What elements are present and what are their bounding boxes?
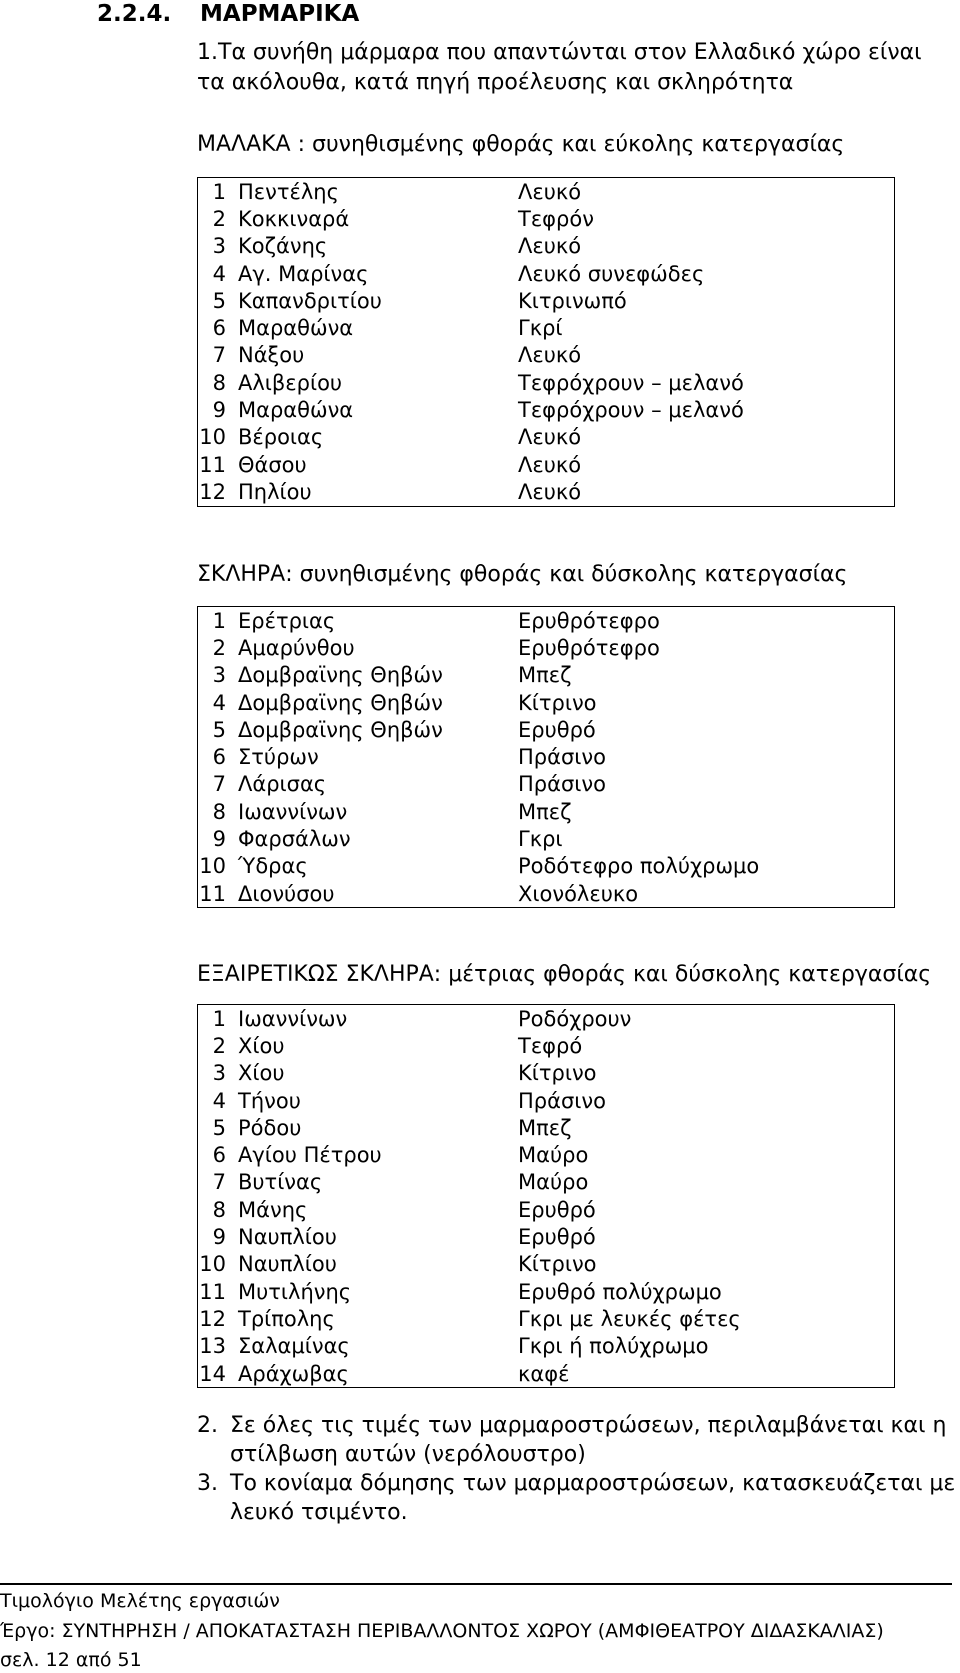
item1-line1: Τα συνήθη μάρμαρα που απαντώνται στον Ελλαδικό χώρο είναι	[218, 40, 922, 65]
footer-divider	[0, 1583, 952, 1585]
table-row	[198, 1305, 895, 1332]
marble-color: Γκρι	[518, 827, 563, 852]
quarry-location: Πηλίου	[238, 479, 312, 504]
table-row	[198, 260, 895, 287]
table-row	[198, 342, 895, 369]
quarry-location: Αγίου Πέτρου	[238, 1143, 382, 1168]
row-number: 1	[212, 179, 226, 204]
table-row	[198, 1141, 895, 1168]
table-row	[198, 451, 895, 478]
quarry-location: Πεντέλης	[238, 179, 339, 204]
marble-color: καφέ	[518, 1361, 570, 1386]
quarry-location: Διονύσου	[238, 881, 335, 906]
marble-color: Ερυθρότεφρο	[518, 635, 660, 660]
table-row	[198, 287, 895, 314]
table-row	[198, 1333, 895, 1360]
row-number: 7	[212, 772, 226, 797]
marble-table-hard	[197, 606, 895, 908]
marble-color: Κίτρινο	[518, 1061, 597, 1086]
table-row	[198, 853, 895, 880]
marble-table-extra-hard	[197, 1004, 895, 1388]
table-row	[198, 1032, 895, 1059]
row-number: 1	[212, 608, 226, 633]
quarry-location: Νάξου	[238, 343, 305, 368]
marble-color: Λευκό συνεφώδες	[518, 261, 705, 286]
marble-color: Λευκό	[518, 479, 582, 504]
marble-color: Μπεζ	[518, 663, 572, 688]
table-row	[198, 771, 895, 798]
row-number: 3	[212, 1061, 226, 1086]
group-heading-soft: ΜΑΛΑΚΑ : συνηθισμένης φθοράς και εύκολης κατεργασίας	[197, 132, 845, 157]
row-number: 8	[212, 1197, 226, 1222]
row-number: 7	[212, 343, 226, 368]
row-number: 8	[212, 370, 226, 395]
quarry-location: Λάρισας	[238, 772, 327, 797]
quarry-location: Αράχωβας	[238, 1361, 349, 1386]
row-number: 6	[212, 316, 226, 341]
quarry-location: Καπανδριτίου	[238, 288, 382, 313]
quarry-location: Αγ. Μαρίνας	[238, 261, 369, 286]
marble-color: Γκρί	[518, 316, 563, 341]
table-row	[198, 396, 895, 423]
marble-color: Ερυθρό	[518, 717, 596, 742]
marble-color: Ερυθρό	[518, 1197, 596, 1222]
table-row	[198, 478, 895, 506]
table-row	[198, 662, 895, 689]
quarry-location: Ερέτριας	[238, 608, 336, 633]
marble-color: Λευκό	[518, 179, 582, 204]
marble-color: Ερυθρό	[518, 1225, 596, 1250]
table-row	[198, 743, 895, 770]
row-number: 2	[212, 206, 226, 231]
item1-line2: τα ακόλουθα, κατά πηγή προέλευσης και σκληρότητα	[197, 70, 794, 95]
quarry-location: Μάνης	[238, 1197, 308, 1222]
marble-color: Ροδότεφρο πολύχρωμο	[518, 854, 760, 879]
quarry-location: Φαρσάλων	[238, 827, 351, 852]
row-number: 6	[212, 745, 226, 770]
table-row	[198, 607, 895, 635]
marble-color: Μαύρο	[518, 1143, 589, 1168]
quarry-location: Κοζάνης	[238, 234, 328, 259]
row-number: 14	[199, 1361, 226, 1386]
row-number: 8	[212, 799, 226, 824]
row-number: 9	[212, 398, 226, 423]
quarry-location: Μαραθώνα	[238, 316, 354, 341]
row-number: 9	[212, 827, 226, 852]
marble-color: Λευκό	[518, 425, 582, 450]
marble-color: Γκρι με λευκές φέτες	[518, 1306, 741, 1331]
footer-document-title: Τιμολόγιο Μελέτης εργασιών	[0, 1590, 280, 1612]
marble-color: Μαύρο	[518, 1170, 589, 1195]
row-number: 5	[212, 717, 226, 742]
row-number: 9	[212, 1225, 226, 1250]
table-row	[198, 233, 895, 260]
footer-page-number: σελ. 12 από 51	[0, 1649, 142, 1671]
quarry-location: Ναυπλίου	[238, 1252, 337, 1277]
marble-color: Τεφρόχρουν – μελανό	[518, 398, 744, 423]
row-number: 10	[199, 425, 226, 450]
quarry-location: Ναυπλίου	[238, 1225, 337, 1250]
section-title: ΜΑΡΜΑΡΙΚΑ	[200, 1, 360, 27]
row-number: 2	[212, 1033, 226, 1058]
marble-color: Κίτρινο	[518, 1252, 597, 1277]
table-row	[198, 424, 895, 451]
table-row	[198, 369, 895, 396]
quarry-location: Κοκκιναρά	[238, 206, 350, 231]
marble-color: Τεφρό	[518, 1033, 583, 1058]
table-row	[198, 178, 895, 206]
table-row	[198, 1060, 895, 1087]
marble-color: Ροδόχρουν	[518, 1006, 632, 1031]
row-number: 3	[212, 663, 226, 688]
table-row	[198, 634, 895, 661]
row-number: 5	[212, 288, 226, 313]
quarry-location: Χίου	[238, 1061, 285, 1086]
row-number: 6	[212, 1143, 226, 1168]
table-row	[198, 1196, 895, 1223]
row-number: 13	[199, 1334, 226, 1359]
row-number: 10	[199, 854, 226, 879]
row-number: 4	[212, 690, 226, 715]
item3-line2: λευκό τσιμέντο.	[230, 1500, 408, 1525]
row-number: 11	[199, 1279, 226, 1304]
table-row	[198, 1005, 895, 1033]
marble-color: Λευκό	[518, 234, 582, 259]
table-row	[198, 825, 895, 852]
row-number: 5	[212, 1115, 226, 1140]
table-row	[198, 689, 895, 716]
marble-color: Πράσινο	[518, 772, 606, 797]
table-row	[198, 1114, 895, 1141]
row-number: 11	[199, 452, 226, 477]
item2-line1: Σε όλες τις τιμές των μαρμαροστρώσεων, περιλαμβάνεται και η	[230, 1413, 947, 1438]
marble-color: Λευκό	[518, 343, 582, 368]
row-number: 2	[212, 635, 226, 660]
marble-color: Τεφρόν	[518, 206, 594, 231]
quarry-location: Σαλαμίνας	[238, 1334, 350, 1359]
quarry-location: Μυτιλήνης	[238, 1279, 352, 1304]
row-number: 1	[212, 1006, 226, 1031]
table-row	[198, 716, 895, 743]
quarry-location: Ρόδου	[238, 1115, 302, 1140]
row-number: 10	[199, 1252, 226, 1277]
item3-number: 3.	[197, 1471, 218, 1496]
quarry-location: Χίου	[238, 1033, 285, 1058]
item3-line1: Το κονίαμα δόμησης των μαρμαροστρώσεων, κατασκευάζεται με	[230, 1471, 956, 1496]
row-number: 4	[212, 1088, 226, 1113]
row-number: 7	[212, 1170, 226, 1195]
footer-project: Έργο: ΣΥΝΤΗΡΗΣΗ / ΑΠΟΚΑΤΑΣΤΑΣΗ ΠΕΡΙΒΑΛΛΟΝΤΟΣ ΧΩΡΟΥ (ΑΜΦΙΘΕΑΤΡΟΥ ΔΙΔΑΣΚΑΛΙΑΣ)	[0, 1620, 884, 1642]
marble-color: Πράσινο	[518, 745, 606, 770]
quarry-location: Μαραθώνα	[238, 398, 354, 423]
table-row	[198, 1169, 895, 1196]
marble-color: Κιτρινωπό	[518, 288, 627, 313]
table-row	[198, 798, 895, 825]
quarry-location: Δομβραϊνης Θηβών	[238, 663, 443, 688]
marble-color: Ερυθρότεφρο	[518, 608, 660, 633]
table-row	[198, 1223, 895, 1250]
row-number: 12	[199, 1306, 226, 1331]
quarry-location: Δομβραϊνης Θηβών	[238, 717, 443, 742]
quarry-location: Τήνου	[238, 1088, 301, 1113]
marble-color: Λευκό	[518, 452, 582, 477]
marble-color: Πράσινο	[518, 1088, 606, 1113]
quarry-location: Τρίπολης	[238, 1306, 335, 1331]
table-row	[198, 1360, 895, 1388]
quarry-location: Στύρων	[238, 745, 319, 770]
table-row	[198, 314, 895, 341]
quarry-location: Ύδρας	[238, 854, 308, 879]
quarry-location: Αμαρύνθου	[238, 635, 355, 660]
section-number: 2.2.4.	[97, 1, 172, 27]
quarry-location: Θάσου	[238, 452, 307, 477]
quarry-location: Αλιβερίου	[238, 370, 343, 395]
item2-number: 2.	[197, 1413, 218, 1438]
item2-line2: στίλβωση αυτών (νερόλουστρο)	[230, 1442, 586, 1467]
table-row	[198, 880, 895, 908]
quarry-location: Βέροιας	[238, 425, 324, 450]
quarry-location: Βυτίνας	[238, 1170, 323, 1195]
quarry-location: Ιωαννίνων	[238, 1006, 348, 1031]
quarry-location: Ιωαννίνων	[238, 799, 348, 824]
quarry-location: Δομβραϊνης Θηβών	[238, 690, 443, 715]
marble-color: Μπεζ	[518, 799, 572, 824]
marble-color: Γκρι ή πολύχρωμο	[518, 1334, 709, 1359]
marble-color: Χιονόλευκο	[518, 881, 639, 906]
table-row	[198, 205, 895, 232]
group-heading-hard: ΣΚΛΗΡΑ: συνηθισμένης φθοράς και δύσκολης κατεργασίας	[197, 562, 848, 587]
row-number: 12	[199, 479, 226, 504]
table-row	[198, 1251, 895, 1278]
row-number: 11	[199, 881, 226, 906]
item1-number: 1.	[197, 40, 218, 65]
marble-color: Μπεζ	[518, 1115, 572, 1140]
marble-color: Ερυθρό πολύχρωμο	[518, 1279, 722, 1304]
marble-color: Τεφρόχρουν – μελανό	[518, 370, 744, 395]
marble-color: Κίτρινο	[518, 690, 597, 715]
marble-table-soft	[197, 177, 895, 507]
row-number: 3	[212, 234, 226, 259]
section-heading	[97, 0, 359, 28]
table-row	[198, 1278, 895, 1305]
group-heading-extra-hard: ΕΞΑΙΡΕΤΙΚΩΣ ΣΚΛΗΡΑ: μέτριας φθοράς και δύσκολης κατεργασίας	[197, 962, 932, 987]
row-number: 4	[212, 261, 226, 286]
table-row	[198, 1087, 895, 1114]
